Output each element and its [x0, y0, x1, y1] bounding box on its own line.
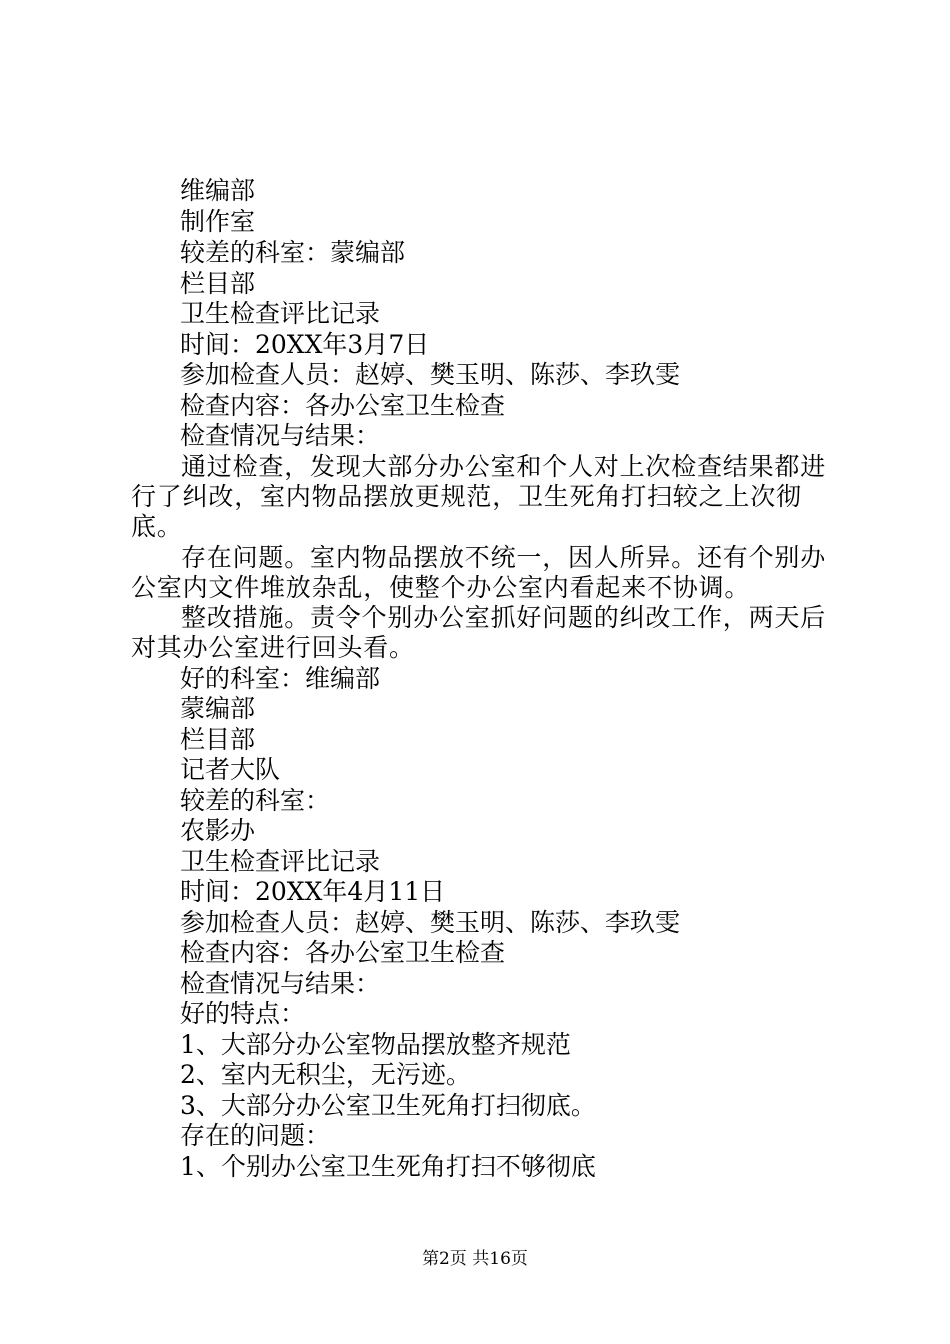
text-line: 参加检查人员：赵婷、樊玉明、陈莎、李玖雯 [180, 908, 681, 937]
paragraph-text: 通过检查，发现大部分办公室和个人对上次检查结果都进行了纠改，室内物品摆放更规范，卫生死角打扫较之上次彻底。 [131, 452, 827, 541]
text-line: 时间：20XX年3月7日 [180, 330, 430, 359]
text-line: 检查情况与结果： [180, 969, 381, 998]
list-item: 1、大部分办公室物品摆放整齐规范 [180, 1030, 571, 1059]
text-line: 蒙编部 [180, 694, 256, 723]
text-line: 较差的科室： [180, 786, 331, 815]
text-line: 制作室 [180, 207, 256, 236]
text-line: 检查内容：各办公室卫生检查 [180, 938, 506, 967]
paragraph-text: 整改措施。责令个别办公室抓好问题的纠改工作，两天后对其办公室进行回头看。 [131, 603, 827, 662]
text-line: 好的科室：维编部 [180, 664, 381, 693]
text-line: 时间：20XX年4月11日 [180, 877, 446, 906]
paragraph-text: 存在问题。室内物品摆放不统一，因人所异。还有个别办公室内文件堆放杂乱，使整个办公室内看起来不协调。 [131, 543, 827, 602]
text-line: 农影办 [180, 816, 256, 845]
text-line: 检查内容：各办公室卫生检查 [180, 391, 506, 420]
list-item: 1、个别办公室卫生死角打扫不够彻底 [180, 1152, 596, 1181]
section-title: 卫生检查评比记录 [180, 847, 381, 876]
page-footer: 第2页 共16页 [422, 1249, 528, 1269]
text-line: 维编部 [180, 176, 256, 205]
text-line: 好的特点： [180, 999, 306, 1028]
text-line: 栏目部 [180, 269, 256, 298]
list-item: 3、大部分办公室卫生死角打扫彻底。 [180, 1091, 596, 1120]
list-item: 2、室内无积尘，无污迹。 [180, 1060, 471, 1089]
text-line: 检查情况与结果： [180, 421, 381, 450]
text-line: 栏目部 [180, 725, 256, 754]
text-line: 较差的科室：蒙编部 [180, 238, 406, 267]
text-line: 记者大队 [180, 755, 281, 784]
section-title: 卫生检查评比记录 [180, 299, 381, 328]
paragraph [131, 543, 831, 603]
text-line: 参加检查人员：赵婷、樊玉明、陈莎、李玖雯 [180, 360, 681, 389]
paragraph [131, 603, 831, 663]
text-line: 存在的问题： [180, 1121, 331, 1150]
paragraph [131, 452, 831, 542]
